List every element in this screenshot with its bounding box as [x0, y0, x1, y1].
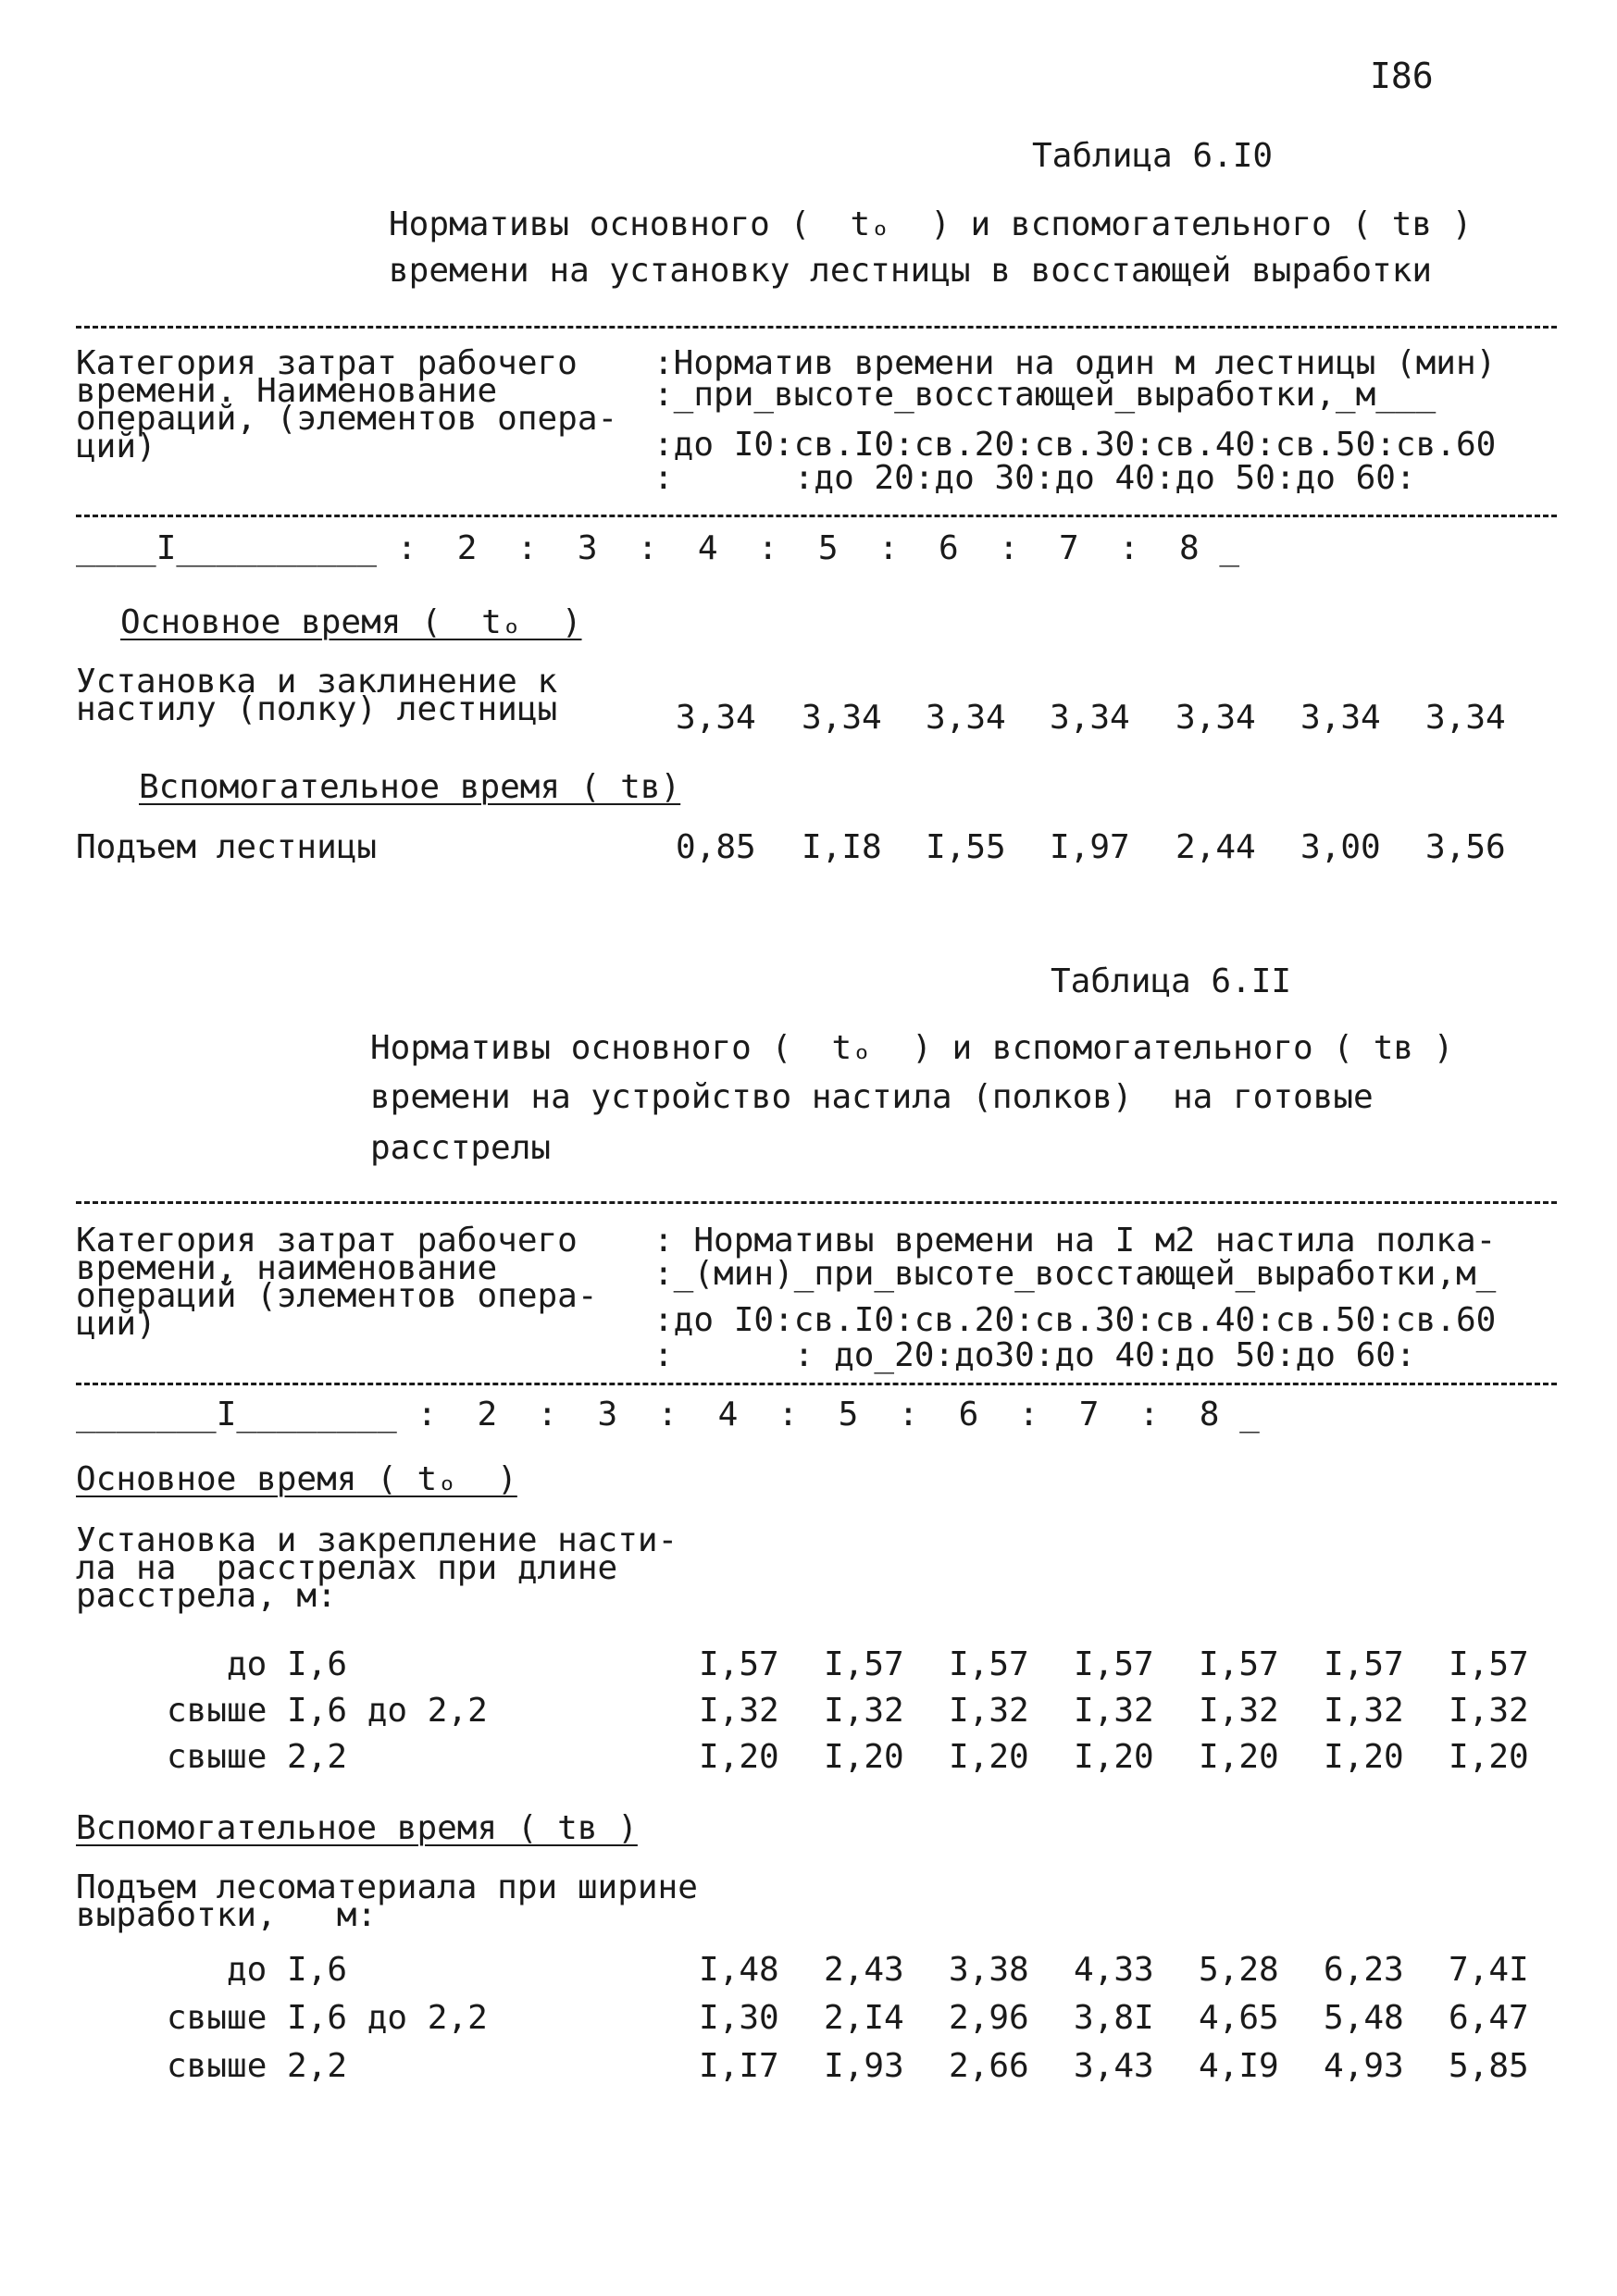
table1-header-right-1: :Норматив времени на один м лестницы (мин) — [653, 344, 1497, 382]
table2-title-line2: времени на устройство настила (полков) на готовые — [370, 1078, 1374, 1116]
table2-header-right-4: : : до_20:до30:до 40:до 50:до 60: — [653, 1336, 1416, 1374]
row-label: свыше I,6 до 2,2 — [167, 1692, 488, 1730]
table2-group1-label: Установка и закрепление насти- ла на расстрелах при длине расстрела, м: — [76, 1521, 678, 1615]
table2-section-main: Основное время ( tₒ ) — [76, 1460, 517, 1498]
table2-header-left: Категория затрат рабочего времени, наименование операций (элементов опера- ций) — [76, 1222, 598, 1343]
table1-top-rule — [76, 326, 1557, 329]
table2-section-aux: Вспомогательное время ( tв ) — [76, 1809, 638, 1847]
table-cell: I,32 — [1324, 1692, 1404, 1730]
table2-header-rule — [76, 1383, 1557, 1385]
row-label: свыше 2,2 — [167, 2047, 348, 2085]
table-cell: 3,34 — [1300, 699, 1381, 737]
table-cell: 3,34 — [1175, 699, 1256, 737]
table-cell: I,32 — [1199, 1692, 1279, 1730]
row-label: свыше 2,2 — [167, 1738, 348, 1776]
table-cell: 4,33 — [1074, 1951, 1154, 1989]
table1-col-numbers: ____I__________ : 2 : 3 : 4 : 5 : 6 : 7 : 8 _ — [76, 529, 1240, 567]
table-cell: I,20 — [1324, 1738, 1404, 1776]
table-cell: I,55 — [926, 828, 1006, 866]
table2-title-line3: расстрелы — [370, 1129, 552, 1167]
table-cell: 5,48 — [1324, 1999, 1404, 2037]
table1-section-main: Основное время ( tₒ ) — [120, 603, 582, 641]
table-cell: I,I7 — [699, 2047, 779, 2085]
table-cell: 3,00 — [1300, 828, 1381, 866]
table1-header-right-3: :до I0:св.I0:св.20:св.30:св.40:св.50:св.60 — [653, 426, 1497, 464]
table1-header-rule — [76, 515, 1557, 517]
table-cell: 3,34 — [802, 699, 882, 737]
table2-label: Таблица 6.II — [1051, 962, 1292, 1000]
table-cell: I,97 — [1050, 828, 1130, 866]
table-cell: 3,8I — [1074, 1999, 1154, 2037]
table-cell: I,32 — [1074, 1692, 1154, 1730]
table-cell: 2,43 — [824, 1951, 904, 1989]
table-cell: I,20 — [1449, 1738, 1529, 1776]
table-cell: I,48 — [699, 1951, 779, 1989]
table1-header-right-4: : :до 20:до 30:до 40:до 50:до 60: — [653, 459, 1416, 497]
table-cell: 3,34 — [926, 699, 1006, 737]
table-cell: I,57 — [824, 1645, 904, 1683]
table-cell: I,57 — [1199, 1645, 1279, 1683]
table-cell: 2,I4 — [824, 1999, 904, 2037]
table-cell: 4,93 — [1324, 2047, 1404, 2085]
table2-group2-label: Подъем лесоматериала при ширине выработки, м: — [76, 1868, 698, 1934]
table-cell: I,57 — [1449, 1645, 1529, 1683]
table-cell: I,57 — [699, 1645, 779, 1683]
table-cell: 3,34 — [1425, 699, 1506, 737]
table-cell: I,57 — [1074, 1645, 1154, 1683]
table2-header-right-1: : Нормативы времени на I м2 настила полка- — [653, 1222, 1497, 1260]
table-cell: 6,23 — [1324, 1951, 1404, 1989]
table-cell: 3,38 — [949, 1951, 1029, 1989]
table-cell: I,32 — [699, 1692, 779, 1730]
table2-title-line1: Нормативы основного ( tₒ ) и вспомогательного ( tв ) — [370, 1029, 1454, 1067]
table-cell: 2,44 — [1175, 828, 1256, 866]
table1-title-line1: Нормативы основного ( tₒ ) и вспомогательного ( tв ) — [389, 205, 1473, 243]
table1-title-line2: времени на установку лестницы в восстающей выработки — [389, 252, 1433, 290]
table-cell: I,20 — [949, 1738, 1029, 1776]
table-cell: 5,28 — [1199, 1951, 1279, 1989]
table-cell: 5,85 — [1449, 2047, 1529, 2085]
table1-header-left: Категория затрат рабочего времени. Наименование операций, (элементов опера- ций) — [76, 344, 618, 465]
table-cell: 0,85 — [676, 828, 756, 866]
table2-top-rule — [76, 1201, 1557, 1204]
table-cell: I,32 — [949, 1692, 1029, 1730]
table-cell: I,20 — [699, 1738, 779, 1776]
table1-row1-label: Установка и заклинение к настилу (полку) лестницы — [76, 663, 558, 728]
table-cell: 2,66 — [949, 2047, 1029, 2085]
table-cell: I,93 — [824, 2047, 904, 2085]
table1-label: Таблица 6.I0 — [1032, 137, 1274, 175]
table-cell: 6,47 — [1449, 1999, 1529, 2037]
table-cell: I,20 — [824, 1738, 904, 1776]
table-cell: I,20 — [1199, 1738, 1279, 1776]
row-label: до I,6 — [227, 1645, 348, 1683]
table-cell: 3,56 — [1425, 828, 1506, 866]
table-cell: I,30 — [699, 1999, 779, 2037]
table2-col-numbers: _______I________ : 2 : 3 : 4 : 5 : 6 : 7 : 8 _ — [76, 1396, 1260, 1433]
table-cell: 2,96 — [949, 1999, 1029, 2037]
table-cell: 3,34 — [1050, 699, 1130, 737]
page-number: I86 — [1370, 56, 1434, 96]
table-cell: I,32 — [1449, 1692, 1529, 1730]
table-cell: 4,65 — [1199, 1999, 1279, 2037]
table-cell: 4,I9 — [1199, 2047, 1279, 2085]
table-cell: I,20 — [1074, 1738, 1154, 1776]
table-cell: 7,4I — [1449, 1951, 1529, 1989]
table-cell: I,I8 — [802, 828, 882, 866]
table2-header-right-2: :_(мин)_при_высоте_восстающей_выработки,м_ — [653, 1255, 1497, 1293]
table1-row2-label: Подъем лестницы — [76, 828, 378, 866]
row-label: до I,6 — [227, 1951, 348, 1989]
table-cell: 3,43 — [1074, 2047, 1154, 2085]
table-cell: I,32 — [824, 1692, 904, 1730]
table1-header-right-2: :_при_высоте_восстающей_выработки,_м___ — [653, 376, 1437, 414]
table-cell: I,57 — [1324, 1645, 1404, 1683]
table-cell: 3,34 — [676, 699, 756, 737]
table1-section-aux: Вспомогательное время ( tв) — [139, 768, 681, 806]
table2-header-right-3: :до I0:св.I0:св.20:св.30:св.40:св.50:св.60 — [653, 1301, 1497, 1339]
row-label: свыше I,6 до 2,2 — [167, 1999, 488, 2037]
table-cell: I,57 — [949, 1645, 1029, 1683]
